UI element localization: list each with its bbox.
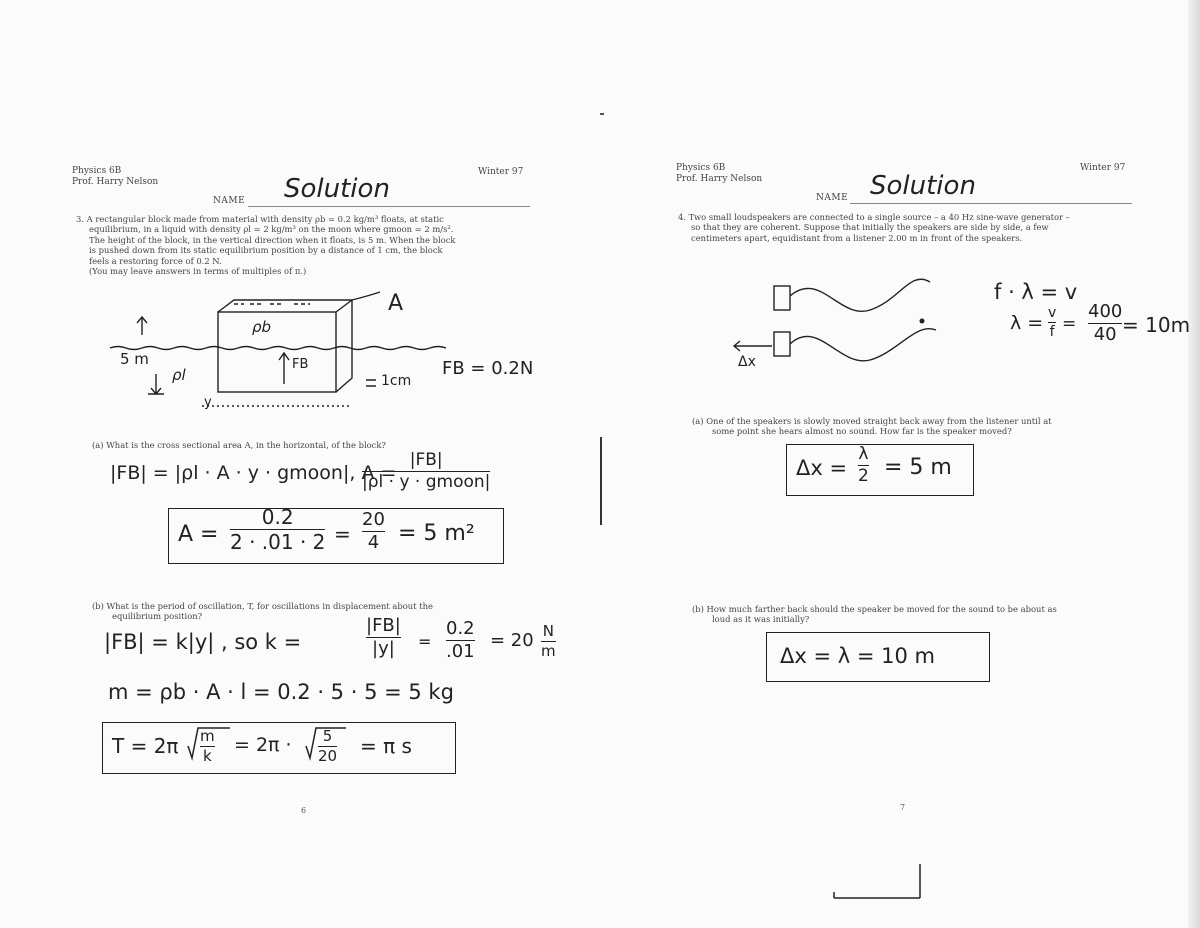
b-work-unit-den: m	[541, 642, 556, 660]
b-work-eq: =	[418, 632, 432, 651]
work2-num2: 400	[1088, 301, 1123, 322]
b-work-line2: m = ρb · A · l = 0.2 · 5 · 5 = 5 kg	[108, 680, 454, 704]
question-line: loud as it was initially?	[712, 614, 810, 624]
problem-line: (You may leave answers in terms of multiples of π.)	[89, 266, 307, 277]
a-ans-res: = 5 m	[884, 455, 952, 480]
label-rho-l: ρl	[172, 366, 186, 384]
name-label: NAME	[816, 193, 849, 203]
label-fb-value: FB = 0.2N	[442, 358, 534, 379]
problem-line: The height of the block, in the vertical direction when it floats, is 5 m. When the block	[89, 234, 456, 245]
question-line: equilibrium position?	[112, 611, 203, 621]
question-line: (a) One of the speakers is slowly moved straight back away from the listener until at	[692, 416, 1052, 426]
a-ans-den2: 4	[367, 532, 380, 553]
question-line: (b) What is the period of oscillation, T, for oscillations in displacement about the	[92, 601, 433, 611]
b-work-res: = 20	[490, 630, 534, 651]
name-value: Solution	[870, 171, 976, 201]
b-work-den2: .01	[446, 641, 475, 662]
a-ans-eq: =	[334, 522, 351, 546]
problem-line: 4. Two small loudspeakers are connected to a single source – a 40 Hz sine-wave generator –	[678, 212, 1070, 222]
label-y: y	[204, 395, 212, 410]
a-ans-num2: 20	[362, 509, 385, 530]
problem-line: 3. A rectangular block made from material with density ρb = 0.2 kg/m³ floats, at static	[76, 214, 444, 224]
b-work-num2: 0.2	[446, 618, 475, 639]
page-right	[600, 0, 1200, 928]
name-label: NAME	[213, 196, 246, 206]
page-number-left: 6	[301, 806, 307, 815]
b-ans-num2: 5	[322, 727, 333, 745]
term-label: Winter 97	[1080, 163, 1126, 173]
label-fb: FB	[292, 357, 309, 372]
problem-line: centimeters apart, equidistant from a listener 2.00 m in front of the speakers.	[691, 232, 1023, 243]
a-ans-num: λ	[858, 444, 869, 464]
b-ans-den: k	[202, 747, 212, 765]
professor-name: Prof. Harry Nelson	[72, 177, 159, 187]
page-number-right: 7	[900, 803, 906, 812]
b-ans-res: = π s	[360, 734, 412, 758]
a-ans-lhs: Δx =	[796, 456, 848, 480]
sqrt-sign	[0, 0, 600, 800]
question-3a: (a) What is the cross sectional area A, in the horizontal, of the block?	[92, 440, 386, 450]
work-line-1: f · λ = v	[994, 280, 1078, 304]
work-line-2: λ =	[1010, 312, 1044, 334]
a-ans-den: 2	[858, 466, 869, 486]
professor-name: Prof. Harry Nelson	[676, 174, 763, 184]
a-ans-result: = 5 m²	[398, 521, 475, 546]
b-ans-mid: = 2π ·	[234, 734, 292, 756]
name-value: Solution	[284, 174, 390, 204]
b-ans-frac1	[200, 729, 215, 764]
label-dx: Δx	[738, 354, 756, 370]
corner-mark	[600, 0, 1200, 928]
b-work-line1: |FB| = k|y| , so k =	[104, 630, 302, 654]
term-label: Winter 97	[478, 167, 524, 177]
work2-num: v	[1048, 305, 1057, 321]
a-work-den: |ρl · y · gmoon|	[362, 472, 491, 492]
b-ans-num: m	[200, 727, 215, 745]
b-work-unit-num: N	[542, 622, 554, 640]
b-ans-lhs: T = 2π	[112, 734, 179, 758]
work2-den2: 40	[1093, 324, 1117, 345]
course-name: Physics 6B	[676, 163, 726, 173]
label-rho-b: ρb	[252, 318, 272, 336]
problem-line: is pushed down from its static equilibrium position by a distance of 1 cm, the block	[89, 245, 443, 256]
b-ans-den2: 20	[318, 747, 338, 765]
work2-result: = 10m	[1122, 313, 1191, 337]
problem-line: so that they are coherent. Suppose that initially the speakers are side by side, a few	[691, 222, 1049, 233]
work2-eq: =	[1062, 314, 1077, 334]
a-work-num: |FB|	[409, 450, 443, 470]
label-area-a: A	[388, 291, 404, 316]
problem-line: feels a restoring force of 0.2 N.	[89, 255, 222, 266]
b-work-num: |FB|	[366, 615, 401, 636]
problem-line: equilibrium, in a liquid with density ρl = 2 kg/m³ on the moon where gmoon = 2 m/s².	[89, 224, 454, 235]
label-height-5m: 5 m	[120, 350, 149, 368]
a-ans-den: 2 · .01 · 2	[230, 530, 326, 554]
b-ans: Δx = λ = 10 m	[780, 644, 935, 668]
b-ans-frac2	[318, 729, 337, 764]
course-name: Physics 6B	[72, 166, 122, 176]
b-work-den: |y|	[372, 638, 395, 659]
a-ans-lhs: A =	[178, 522, 219, 547]
label-1cm: 1cm	[381, 373, 412, 389]
question-line: some point she hears almost no sound. How far is the speaker moved?	[712, 426, 1012, 436]
a-ans-num: 0.2	[261, 505, 294, 529]
question-line: (b) How much farther back should the speaker be moved for the sound to be about as	[692, 604, 1057, 614]
work2-den: f	[1049, 324, 1055, 340]
a-work-line: |FB| = |ρl · A · y · gmoon|, A =	[110, 462, 397, 484]
